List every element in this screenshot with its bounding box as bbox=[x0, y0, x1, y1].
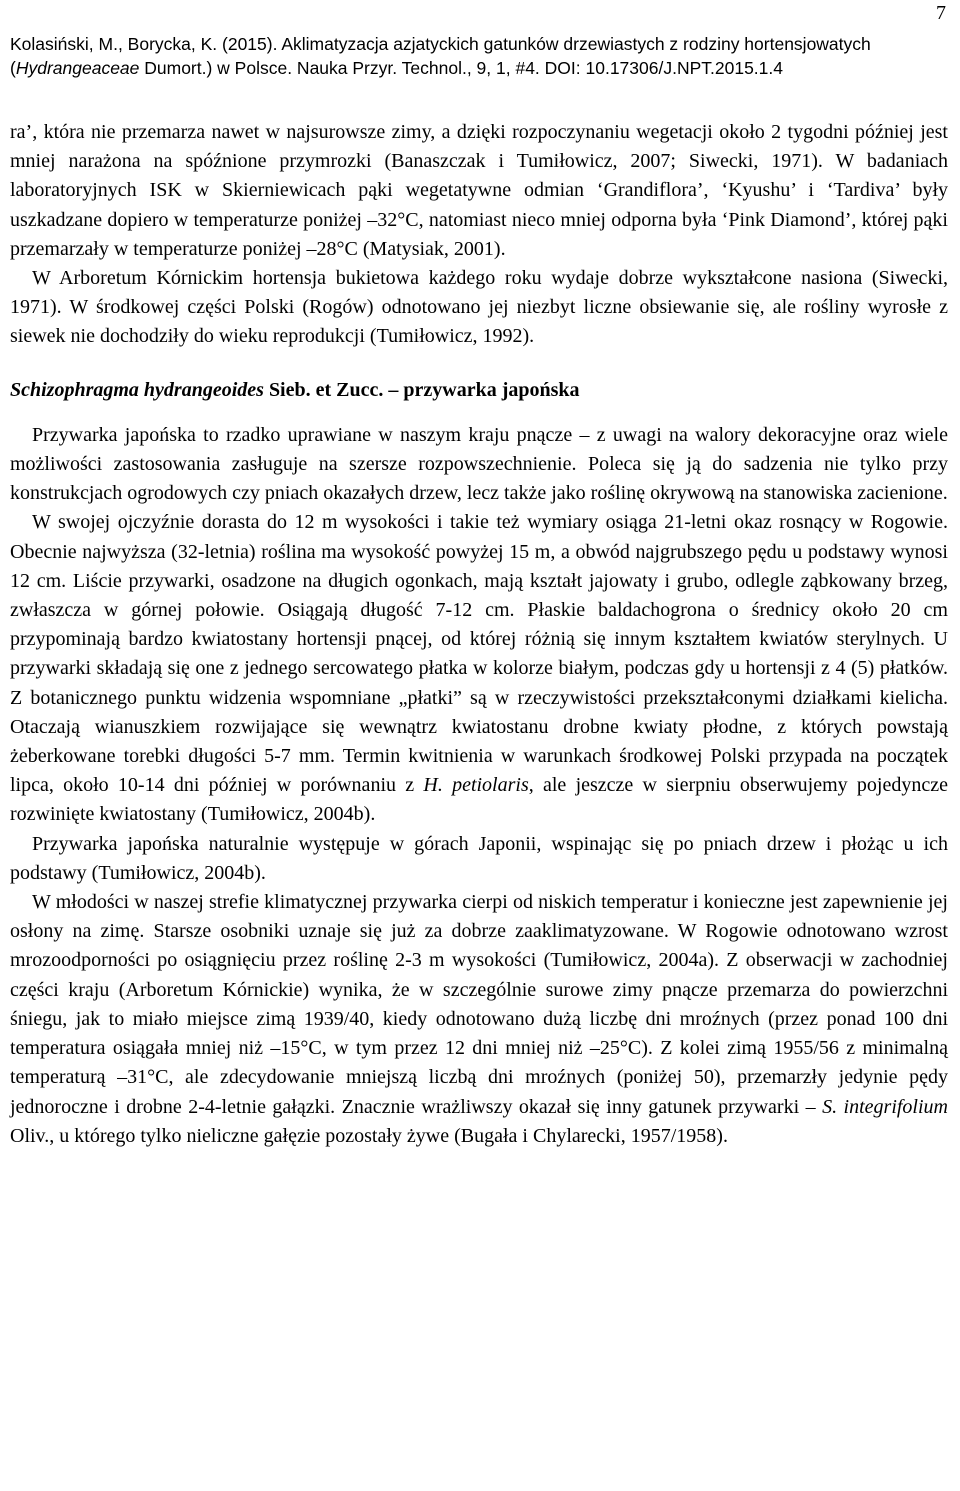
paragraph-2: W Arboretum Kórnickim hortensja bukietowa każdego roku wydaje dobrze wykształcone nasiona (Siwecki, 1971). W środkowej części Polski (Rogów) odnotowano jej niezbyt liczne obsiewanie się, ale rośliny wyrosłe z siewek nie dochodziły do wieku reprodukcji (Tumiłowicz, 1992). bbox=[10, 267, 948, 348]
paragraph-6-species: S. integrifolium bbox=[822, 1095, 948, 1118]
paragraph-4 bbox=[10, 508, 948, 829]
citation-line-2 bbox=[10, 56, 948, 80]
heading-species-name: Schizophragma hydrangeoides bbox=[10, 378, 264, 401]
paragraph-3: Przywarka japońska to rzadko uprawiane w naszym kraju pnącze – z uwagi na walory dekoracyjne oraz wiele możliwości zastosowania zasługuje na szersze rozpowszechnienie. Poleca się ją do sadzenia nie tylko przy konstrukcjach ogrodowych czy pniach okazałych drzew, lecz także jako roślinę okrywową na stanowiska zacienione. bbox=[10, 423, 948, 505]
paragraph-4-species: H. petiolaris bbox=[423, 774, 529, 797]
citation-line-2-pre: ( bbox=[10, 58, 16, 78]
paragraph-6 bbox=[10, 888, 948, 1151]
heading-author-common-name: Sieb. et Zucc. – przywarka japońska bbox=[263, 378, 580, 401]
paragraph-4-text-a: W swojej ojczyźnie dorasta do 12 m wysokości i takie też wymiary osiąga 21-letni okaz rosnący w Rogowie. Obecnie najwyższa (32-letnia) roślina ma wysokość powyżej 15 m, a obwód najgrubszego pędu u podstawy wynosi 12 cm. Liście przywarki, osadzone na długich ogonkach, mają kształt jajowaty i grubo, odlegle ząbkowany brzeg, zwłaszcza w górnej połowie. Osiągają długość 7-12 cm. Płaskie baldachogrona o średnicy około 20 cm przypominają bardzo kwiatostany hortensji pnącej, od której różnią się innym kształtem kwiatów sterylnych. U przywarki składają się one z jednego sercowatego płatka w kolorze białym, podczas gdy u hortensji z 4 (5) płatków. Z botanicznego punktu widzenia wspomniane „płatki” są w rzeczywistości przekształconymi działkami kielicha. Otaczają wianuszkiem rozwijające się wewnątrz kwiatostanu drobne kwiaty płodne, z których powstają żeberkowane torebki długości 5-7 mm. Termin kwitnienia w warunkach środkowej Polski przypada na początek lipca, około 10-14 dni później w porównaniu z bbox=[10, 511, 948, 797]
citation-line-1: Kolasiński, M., Borycka, K. (2015). Aklimatyzacja azjatyckich gatunków drzewiastych z rodziny hortensjowatych bbox=[10, 34, 871, 54]
section-heading bbox=[10, 376, 948, 405]
paragraph-1: ra’, która nie przemarza nawet w najsurowsze zimy, a dzięki rozpoczynaniu wegetacji około 2 tygodni później jest mniej narażona na spóźnione przymrozki (Banaszczak i Tumiłowicz, 2007; Siwecki, 1971). W badaniach laboratoryjnych ISK w Skierniewicach pąki wegetatywne odmian ‘Grandiflora’, ‘Kyushu’ i ‘Tardiva’ były uszkadzane dopiero w temperaturze poniżej –32°C, natomiast nieco mniej odporna była ‘Pink Diamond’, której pąki przemarzały w temperaturze poniżej –28°C (Matysiak, 2001). bbox=[10, 121, 948, 260]
citation-family-name: Hydrangeaceae bbox=[15, 58, 140, 78]
paragraph-4-text-b: , ale jeszcze w sierpniu obserwujemy pojedyncze rozwinięte kwiatostany (Tumiłowicz, 2004b). bbox=[10, 774, 948, 826]
article-body bbox=[10, 118, 948, 1151]
page-number: 7 bbox=[936, 2, 946, 24]
paragraph-6-text-b: Oliv., u którego tylko nieliczne gałęzie pozostały żywe (Bugała i Chylarecki, 1957/1958). bbox=[10, 1124, 728, 1147]
paragraph-6-text-a: W młodości w naszej strefie klimatycznej przywarka cierpi od niskich temperatur i konieczne jest zapewnienie jej osłony na zimę. Starsze osobniki uznaje się już za dobrze zaaklimatyzowane. W Rogowie odnotowano wzrost mrozoodporności po osiągnięciu przez roślinę 2-3 m wysokości (Tumiłowicz, 2004a). Z obserwacji w zachodniej części kraju (Arboretum Kórnickie) wynika, że w szczególnie surowe zimy pnącze przemarza do powierzchni śniegu, jak to miało miejsce zimą 1939/40, kiedy odnotowano dużą liczbę dni mroźnych (przez ponad 100 dni temperatura osiągała mniej niż –15°C, w tym przez 12 dni mniej niż –25°C). Z kolei zimą 1955/56 z minimalną temperaturą –31°C, ale zdecydowanie mniejszą liczbą dni mroźnych (poniżej 50), przemarzły jedynie pędy jednoroczne i drobne 2-4-letnie gałązki. Znacznie wrażliwszy okazał się inny gatunek przywarki – bbox=[10, 891, 948, 1118]
paragraph-5: Przywarka japońska naturalnie występuje w górach Japonii, wspinając się po pniach drzew i płożąc u ich podstawy (Tumiłowicz, 2004b). bbox=[10, 832, 948, 884]
citation-header bbox=[10, 32, 948, 80]
citation-line-2-post: Dumort.) w Polsce. Nauka Przyr. Technol., 9, 1, #4. DOI: 10.17306/J.NPT.2015.1.4 bbox=[139, 58, 783, 78]
